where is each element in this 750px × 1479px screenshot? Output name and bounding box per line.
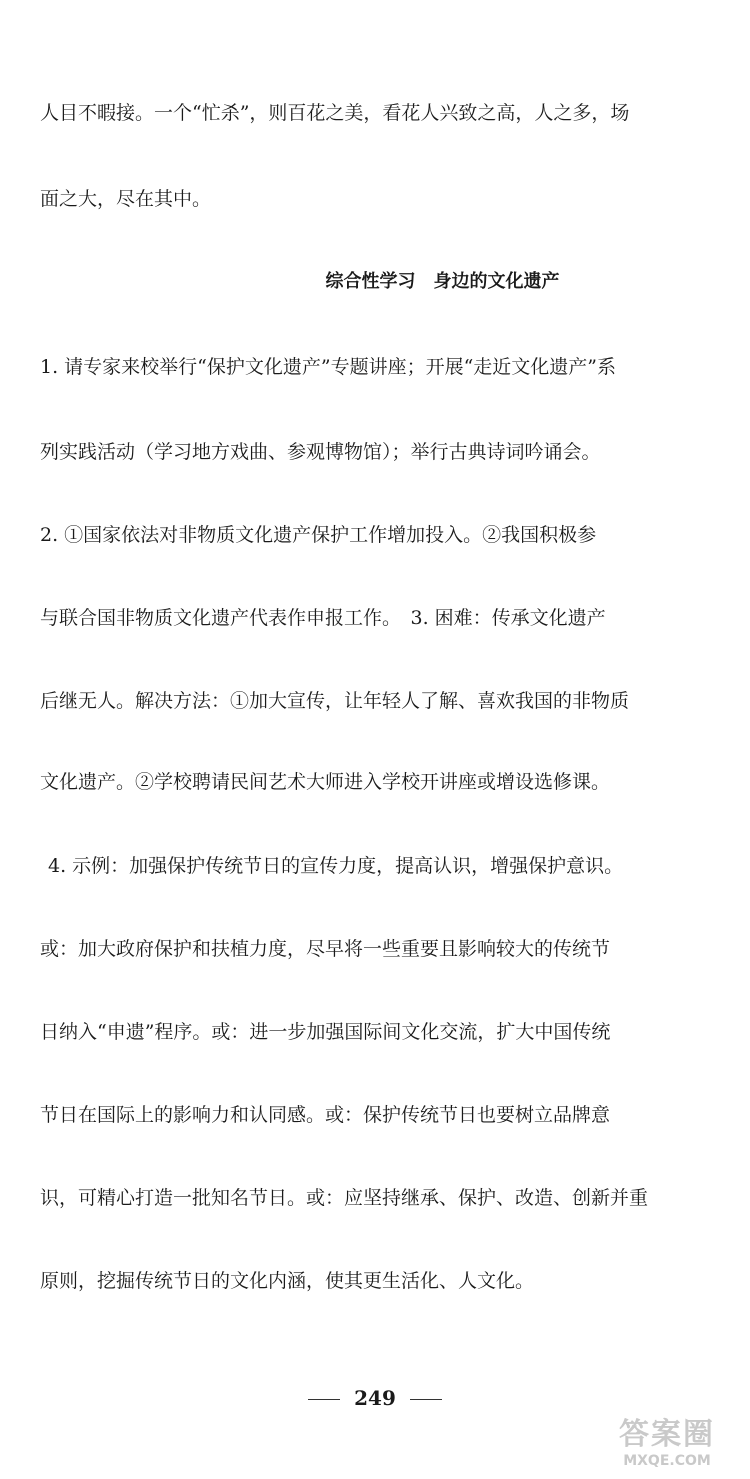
watermark-title: 答案圈: [619, 1417, 715, 1452]
text-line: 列实践活动（学习地方戏曲、参观博物馆）；举行古典诗词吟诵会。: [40, 441, 601, 463]
text-line: 面之大，尽在其中。: [40, 188, 212, 210]
text-line: 文化遗产。②学校聘请民间艺术大师进入学校开讲座或增设选修课。: [40, 771, 611, 793]
text-line: 人目不暇接。一个“忙杀”，则百花之美，看花人兴致之高，人之多，场: [40, 102, 630, 124]
text-line: 原则，挖掘传统节日的文化内涵，使其更生活化、人文化。: [40, 1270, 535, 1292]
watermark-logo: [592, 1418, 742, 1474]
text-line: 后继无人。解决方法：①加大宣传，让年轻人了解、喜欢我国的非物质: [40, 690, 630, 712]
page-number: 249: [354, 1386, 396, 1410]
text-line: 4. 示例：加强保护传统节日的宣传力度，提高认识，增强保护意识。: [48, 855, 624, 877]
text-line: 识，可精心打造一批知名节日。或：应坚持继承、保护、改造、创新并重: [40, 1187, 649, 1209]
text-line: 日纳入“申遗”程序。或：进一步加强国际间文化交流，扩大中国传统: [40, 1021, 611, 1043]
page-number-footer: [0, 1388, 750, 1408]
text-line: 与联合国非物质文化遗产代表作申报工作。 3. 困难：传承文化遗产: [40, 607, 606, 629]
text-line: 节日在国际上的影响力和认同感。或：保护传统节日也要树立品牌意: [40, 1104, 611, 1126]
watermark-url: MXQE.COM: [623, 1453, 711, 1469]
text-line: 2. ①国家依法对非物质文化遗产保护工作增加投入。②我国积极参: [40, 524, 597, 546]
right-dash: [410, 1399, 442, 1400]
left-dash: [308, 1399, 340, 1400]
text-line: 或：加大政府保护和扶植力度，尽早将一些重要且影响较大的传统节: [40, 938, 611, 960]
section-heading: 综合性学习 身边的文化遗产: [325, 271, 560, 292]
text-line: 1. 请专家来校举行“保护文化遗产”专题讲座；开展“走近文化遗产”系: [40, 356, 617, 378]
